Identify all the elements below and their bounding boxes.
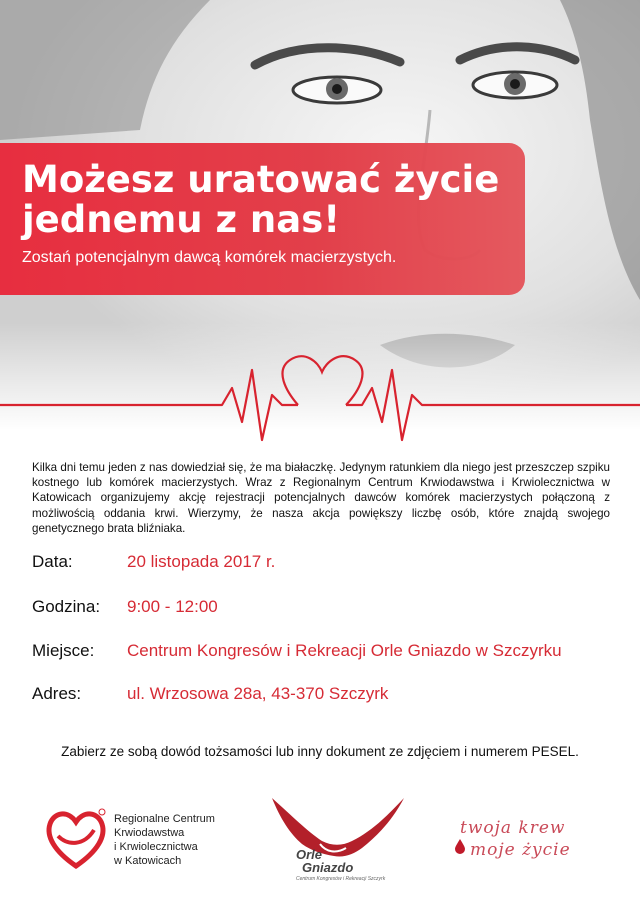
address-label: Adres: bbox=[32, 684, 82, 703]
blood-drop-icon bbox=[454, 838, 466, 854]
date-label: Data: bbox=[32, 552, 73, 571]
rckik-logo-text bbox=[114, 812, 215, 868]
headline-line-2: jednemu z nas! bbox=[22, 198, 341, 241]
headline-line-1: Możesz uratować życie bbox=[22, 158, 500, 201]
headline bbox=[22, 160, 502, 240]
address-value: ul. Wrzosowa 28a, 43-370 Szczyrk bbox=[127, 684, 389, 703]
headline-subtitle: Zostań potencjalnym dawcą komórek macierzystych. bbox=[22, 249, 397, 266]
time-label: Godzina: bbox=[32, 597, 101, 616]
twoja-krew-line-1: twoja krew bbox=[460, 818, 566, 838]
heartbeat-icon bbox=[0, 340, 640, 450]
orle-name-line-1: Orle bbox=[296, 847, 323, 862]
rckik-line-2: Krwiodawstwa bbox=[114, 827, 185, 839]
rckik-line-4: w Katowicach bbox=[114, 855, 182, 867]
rckik-line-3: i Krwiolecznictwa bbox=[114, 841, 198, 853]
id-note: Zabierz ze sobą dowód tożsamości lub inny dokument ze zdjęciem i numerem PESEL. bbox=[61, 744, 579, 759]
rckik-line-1: Regionalne Centrum bbox=[114, 813, 215, 825]
orle-gniazdo-name bbox=[296, 848, 353, 874]
time-value: 9:00 - 12:00 bbox=[127, 597, 218, 616]
orle-name-line-2: Gniazdo bbox=[302, 860, 354, 875]
place-label: Miejsce: bbox=[32, 641, 95, 660]
date-value: 20 listopada 2017 r. bbox=[127, 552, 276, 571]
intro-paragraph: Kilka dni temu jeden z nas dowiedział się, że ma białaczkę. Jedynym ratunkiem dla niego jest przeszczep szpiku kostnego lub komórek macierzystych. Wraz z Regionalnym Centrum Krwiodawstwa i Krwiolecznictwa w Katowicach organizujemy akcję rejestracji potencjalnych dawców komórek macierzystych połączoną z możliwością oddania krwi. Wierzymy, że nasza akcja powiększy liczbę osób, które znajdą swojego genetycznego brata bliźniaka. bbox=[32, 461, 610, 535]
orle-gniazdo-subtitle: Centrum Kongresów i Rekreacji Szczyrk bbox=[296, 876, 386, 882]
rckik-heart-logo-icon bbox=[44, 806, 108, 872]
place-value: Centrum Kongresów i Rekreacji Orle Gniazdo w Szczyrku bbox=[127, 641, 562, 660]
twoja-krew-line-2: moje życie bbox=[470, 840, 571, 860]
